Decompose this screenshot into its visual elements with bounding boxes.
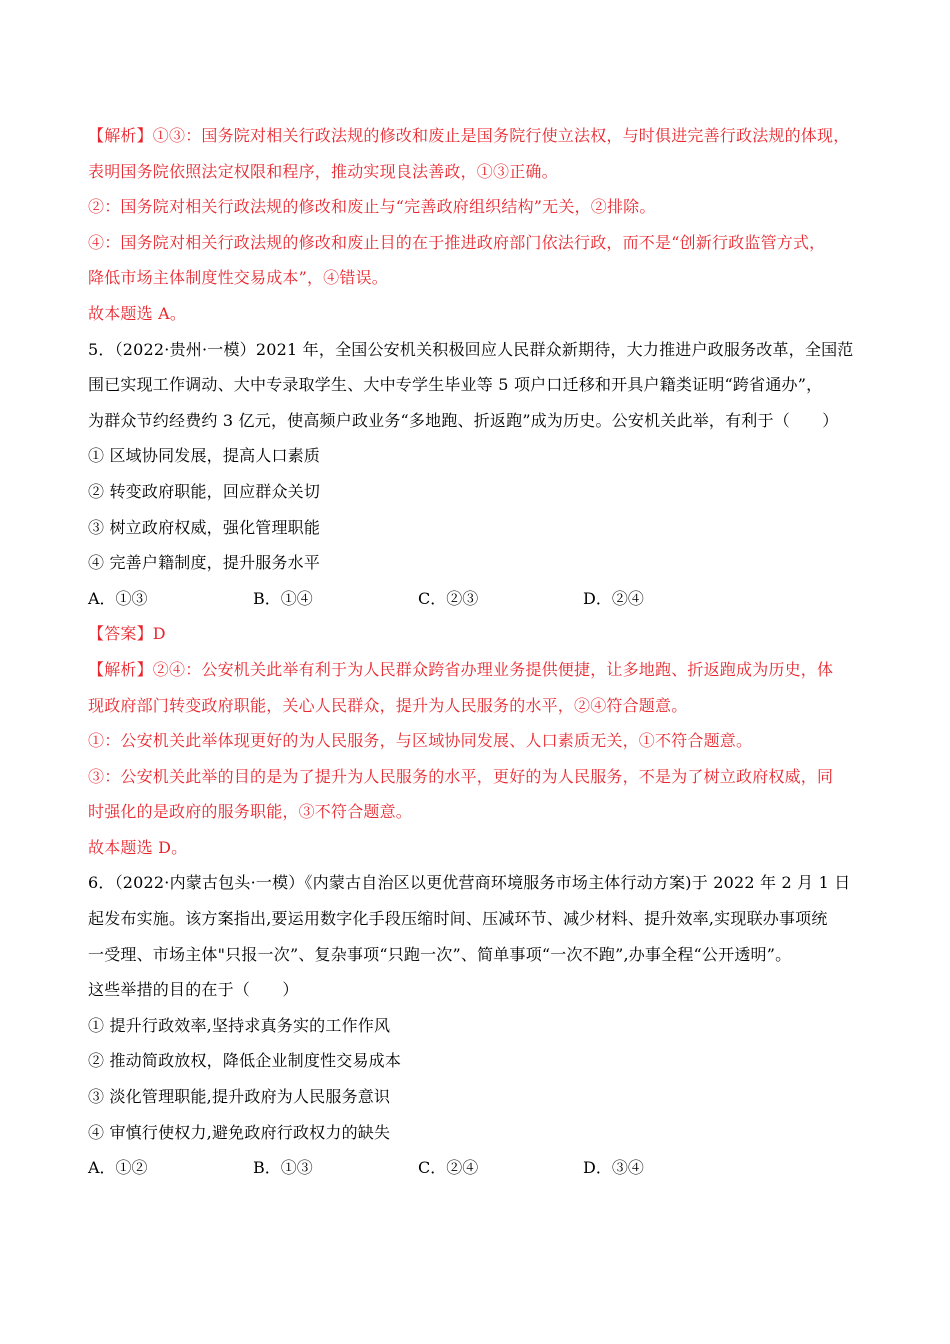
analysis-line: 时强化的是政府的服务职能，③不符合题意。: [88, 802, 413, 822]
q4-analysis: [88, 118, 868, 332]
statement-item: ① 提升行政效率,坚持求真务实的工作作风: [88, 1015, 391, 1035]
analysis-line: 现政府部门转变政府职能，关心人民群众，提升为人民服务的水平，②④符合题意。: [88, 695, 688, 715]
question-stem: 6．（2022·内蒙古包头·一模）《内蒙古自治区以更优营商环境服务市场主体行动方案)于 2022 年 2 月 1 日: [88, 873, 851, 893]
question-stem: 起发布实施。该方案指出,要运用数字化手段压缩时间、压减环节、减少材料、提升效率,实现联办事项统: [88, 909, 828, 929]
option-b: B．①③: [253, 1158, 313, 1178]
analysis-line: 表明国务院依照法定权限和程序，推动实现良法善政，①③正确。: [88, 161, 558, 181]
option-c: C．②③: [418, 588, 479, 608]
answer-options: [88, 1150, 868, 1186]
question-stem: 这些举措的目的在于（ ）: [88, 980, 299, 1000]
analysis-line: ②：国务院对相关行政法规的修改和废止与“完善政府组织结构”无关，②排除。: [88, 197, 656, 217]
analysis-line: ①：公安机关此举体现更好的为人民服务，与区域协同发展、人口素质无关，①不符合题意。: [88, 731, 753, 751]
question-stem: 围已实现工作调动、大中专录取学生、大中专学生毕业等 5 项户口迁移和开具户籍类证明“跨省通办”，: [88, 375, 823, 395]
question-6: [88, 865, 868, 1185]
statement-item: ② 转变政府职能，回应群众关切: [88, 481, 321, 501]
option-b: B．①④: [253, 588, 313, 608]
conclusion-line: 故本题选 A。: [88, 303, 187, 323]
option-d: D．②④: [583, 588, 644, 608]
analysis-line: 【解析】①③：国务院对相关行政法规的修改和废止是国务院行使立法权，与时俱进完善行政法规的体现，: [88, 126, 850, 145]
analysis-line: ④：国务院对相关行政法规的修改和废止目的在于推进政府部门依法行政，而不是“创新行政监管方式，: [88, 232, 826, 252]
conclusion-line: 故本题选 D。: [88, 837, 188, 857]
statement-item: ② 推动简政放权，降低企业制度性交易成本: [88, 1051, 402, 1071]
analysis-line: ③：公安机关此举的目的是为了提升为人民服务的水平，更好的为人民服务，不是为了树立政府权威，同: [88, 766, 834, 786]
question-stem: 5．（2022·贵州·一模）2021 年，全国公安机关积极回应人民群众新期待，大力推进户政服务改革，全国范: [88, 339, 854, 359]
analysis-line: 【解析】②④：公安机关此举有利于为人民群众跨省办理业务提供便捷，让多地跑、折返跑成为历史，体: [88, 659, 834, 679]
statement-item: ③ 淡化管理职能,提升政府为人民服务意识: [88, 1087, 391, 1107]
option-c: C．②④: [418, 1158, 479, 1178]
answer-options: [88, 581, 868, 617]
option-a: A．①②: [88, 1158, 148, 1178]
option-a: A．①③: [88, 588, 148, 608]
document-page: [88, 118, 868, 1186]
question-5: [88, 332, 868, 866]
analysis-line: 降低市场主体制度性交易成本”，④错误。: [88, 268, 388, 288]
statement-item: ④ 完善户籍制度，提升服务水平: [88, 553, 321, 573]
option-d: D．③④: [583, 1158, 644, 1178]
statement-item: ① 区域协同发展，提高人口素质: [88, 446, 321, 466]
statement-item: ④ 审慎行使权力,避免政府行政权力的缺失: [88, 1122, 391, 1142]
question-stem: 一受理、市场主体"只报一次”、复杂事项“只跑一次”、简单事项“一次不跑”,办事全程“公开透明”。: [88, 944, 792, 964]
answer-line: 【答案】D: [88, 624, 166, 644]
statement-item: ③ 树立政府权威，强化管理职能: [88, 517, 321, 537]
question-stem: 为群众节约经费约 3 亿元，使高频户政业务“多地跑、折返跑”成为历史。公安机关此举，有利于（ ）: [88, 410, 839, 430]
